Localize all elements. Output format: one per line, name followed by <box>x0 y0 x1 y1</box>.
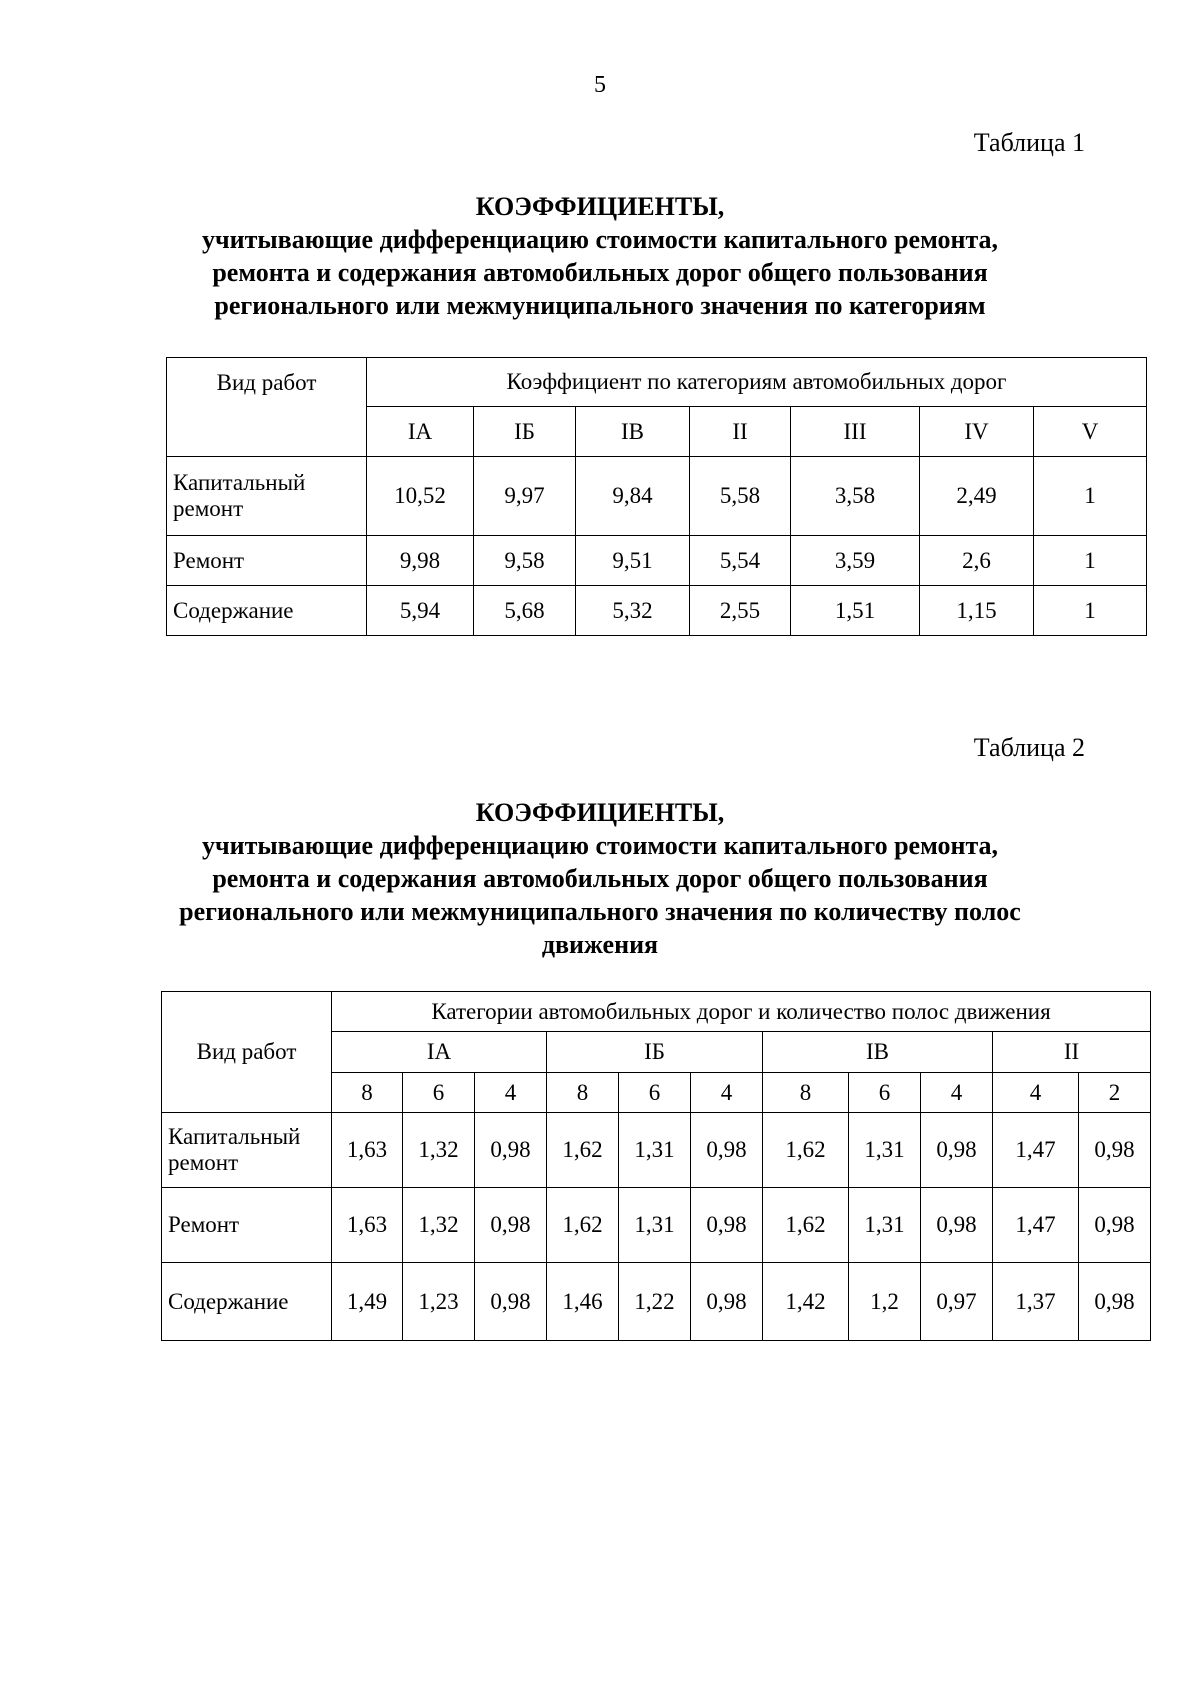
table1-header-group: Коэффициент по категориям автомобильных дорог <box>367 358 1147 407</box>
table1-category-header: V <box>1034 407 1147 457</box>
table2-header-group: Категории автомобильных дорог и количество полос движения <box>332 992 1151 1032</box>
coefficient-cell: 1,31 <box>849 1188 921 1263</box>
lane-count-header: 4 <box>921 1073 993 1113</box>
coefficient-cell: 1,23 <box>403 1263 475 1341</box>
coefficient-cell: 1,31 <box>619 1113 691 1188</box>
table1-header-work-type: Вид работ <box>167 358 367 457</box>
coefficient-cell: 0,98 <box>921 1188 993 1263</box>
table2 <box>161 991 1151 1341</box>
coefficient-cell: 1,31 <box>619 1188 691 1263</box>
coefficient-cell: 2,49 <box>920 457 1034 536</box>
table1-title-line: учитывающие дифференциацию стоимости капитального ремонта, <box>201 225 999 254</box>
table1-title <box>150 190 1050 322</box>
coefficient-cell: 1 <box>1034 457 1147 536</box>
row-label: Ремонт <box>167 536 367 586</box>
table2-category-header: IА <box>332 1032 547 1073</box>
table1-category-header: III <box>791 407 920 457</box>
lane-count-header: 6 <box>849 1073 921 1113</box>
lane-count-header: 2 <box>1079 1073 1151 1113</box>
coefficient-cell: 1,47 <box>993 1113 1079 1188</box>
coefficient-cell: 1,62 <box>763 1113 849 1188</box>
coefficient-cell: 1 <box>1034 586 1147 636</box>
table-row <box>162 1113 1151 1188</box>
table1-category-header: IА <box>367 407 474 457</box>
coefficient-cell: 9,97 <box>474 457 576 536</box>
coefficient-cell: 3,59 <box>791 536 920 586</box>
coefficient-cell: 3,58 <box>791 457 920 536</box>
coefficient-cell: 0,98 <box>475 1263 547 1341</box>
table2-header-work-type: Вид работ <box>162 992 332 1113</box>
coefficient-cell: 1,46 <box>547 1263 619 1341</box>
coefficient-cell: 2,6 <box>920 536 1034 586</box>
coefficient-cell: 1,47 <box>993 1188 1079 1263</box>
table1-label: Таблица 1 <box>973 128 1085 157</box>
coefficient-cell: 1,31 <box>849 1113 921 1188</box>
row-label: Капитальный ремонт <box>167 457 367 536</box>
lane-count-header: 8 <box>547 1073 619 1113</box>
coefficient-cell: 9,58 <box>474 536 576 586</box>
table2-category-header: II <box>993 1032 1151 1073</box>
coefficient-cell: 0,98 <box>921 1113 993 1188</box>
row-label: Содержание <box>167 586 367 636</box>
table1-category-header: IВ <box>576 407 690 457</box>
coefficient-cell: 2,55 <box>690 586 791 636</box>
lane-count-header: 4 <box>993 1073 1079 1113</box>
table2-title-line: ремонта и содержания автомобильных дорог общего пользования <box>212 864 988 893</box>
table1-title-line: ремонта и содержания автомобильных дорог общего пользования <box>212 258 988 287</box>
page-number: 5 <box>594 72 606 98</box>
coefficient-cell: 1,51 <box>791 586 920 636</box>
table2-body <box>162 1113 1151 1341</box>
table2-title-line: КОЭФФИЦИЕНТЫ, <box>475 798 725 827</box>
coefficient-cell: 9,84 <box>576 457 690 536</box>
table2-category-header: IБ <box>547 1032 763 1073</box>
coefficient-cell: 1,32 <box>403 1188 475 1263</box>
coefficient-cell: 5,58 <box>690 457 791 536</box>
coefficient-cell: 1,22 <box>619 1263 691 1341</box>
table2-title <box>150 796 1050 961</box>
table-row <box>167 586 1147 636</box>
table1-body <box>167 457 1147 636</box>
table-row <box>167 536 1147 586</box>
table1-title-line: регионального или межмуниципального значения по категориям <box>214 291 986 320</box>
table1-category-header: IБ <box>474 407 576 457</box>
table2-title-line: учитывающие дифференциацию стоимости капитального ремонта, <box>201 831 999 860</box>
table1 <box>166 357 1147 636</box>
table2-title-line: регионального или межмуниципального значения по количеству полос <box>179 897 1021 926</box>
row-label: Капитальный ремонт <box>162 1113 332 1188</box>
table1-category-header: IV <box>920 407 1034 457</box>
coefficient-cell: 5,94 <box>367 586 474 636</box>
coefficient-cell: 0,98 <box>691 1113 763 1188</box>
table-row <box>162 1188 1151 1263</box>
coefficient-cell: 9,98 <box>367 536 474 586</box>
coefficient-cell: 10,52 <box>367 457 474 536</box>
coefficient-cell: 1,63 <box>332 1188 403 1263</box>
lane-count-header: 4 <box>691 1073 763 1113</box>
table2-title-line: движения <box>541 930 659 959</box>
coefficient-cell: 1,32 <box>403 1113 475 1188</box>
coefficient-cell: 1,37 <box>993 1263 1079 1341</box>
table-row <box>162 1263 1151 1341</box>
coefficient-cell: 1 <box>1034 536 1147 586</box>
coefficient-cell: 1,62 <box>547 1188 619 1263</box>
coefficient-cell: 0,98 <box>1079 1188 1151 1263</box>
table-row <box>167 457 1147 536</box>
coefficient-cell: 0,98 <box>1079 1113 1151 1188</box>
coefficient-cell: 1,63 <box>332 1113 403 1188</box>
coefficient-cell: 5,68 <box>474 586 576 636</box>
coefficient-cell: 5,32 <box>576 586 690 636</box>
row-label: Содержание <box>162 1263 332 1341</box>
lane-count-header: 4 <box>475 1073 547 1113</box>
lane-count-header: 8 <box>763 1073 849 1113</box>
coefficient-cell: 0,98 <box>475 1113 547 1188</box>
lane-count-header: 6 <box>619 1073 691 1113</box>
coefficient-cell: 1,15 <box>920 586 1034 636</box>
table2-label: Таблица 2 <box>973 733 1085 762</box>
row-label: Ремонт <box>162 1188 332 1263</box>
lane-count-header: 6 <box>403 1073 475 1113</box>
coefficient-cell: 1,42 <box>763 1263 849 1341</box>
coefficient-cell: 1,49 <box>332 1263 403 1341</box>
coefficient-cell: 0,98 <box>475 1188 547 1263</box>
coefficient-cell: 0,97 <box>921 1263 993 1341</box>
coefficient-cell: 0,98 <box>1079 1263 1151 1341</box>
table1-category-header: II <box>690 407 791 457</box>
lane-count-header: 8 <box>332 1073 403 1113</box>
coefficient-cell: 1,2 <box>849 1263 921 1341</box>
coefficient-cell: 0,98 <box>691 1263 763 1341</box>
coefficient-cell: 5,54 <box>690 536 791 586</box>
coefficient-cell: 1,62 <box>547 1113 619 1188</box>
coefficient-cell: 9,51 <box>576 536 690 586</box>
coefficient-cell: 1,62 <box>763 1188 849 1263</box>
coefficient-cell: 0,98 <box>691 1188 763 1263</box>
table2-category-header: IВ <box>763 1032 993 1073</box>
table1-title-line: КОЭФФИЦИЕНТЫ, <box>475 192 725 221</box>
